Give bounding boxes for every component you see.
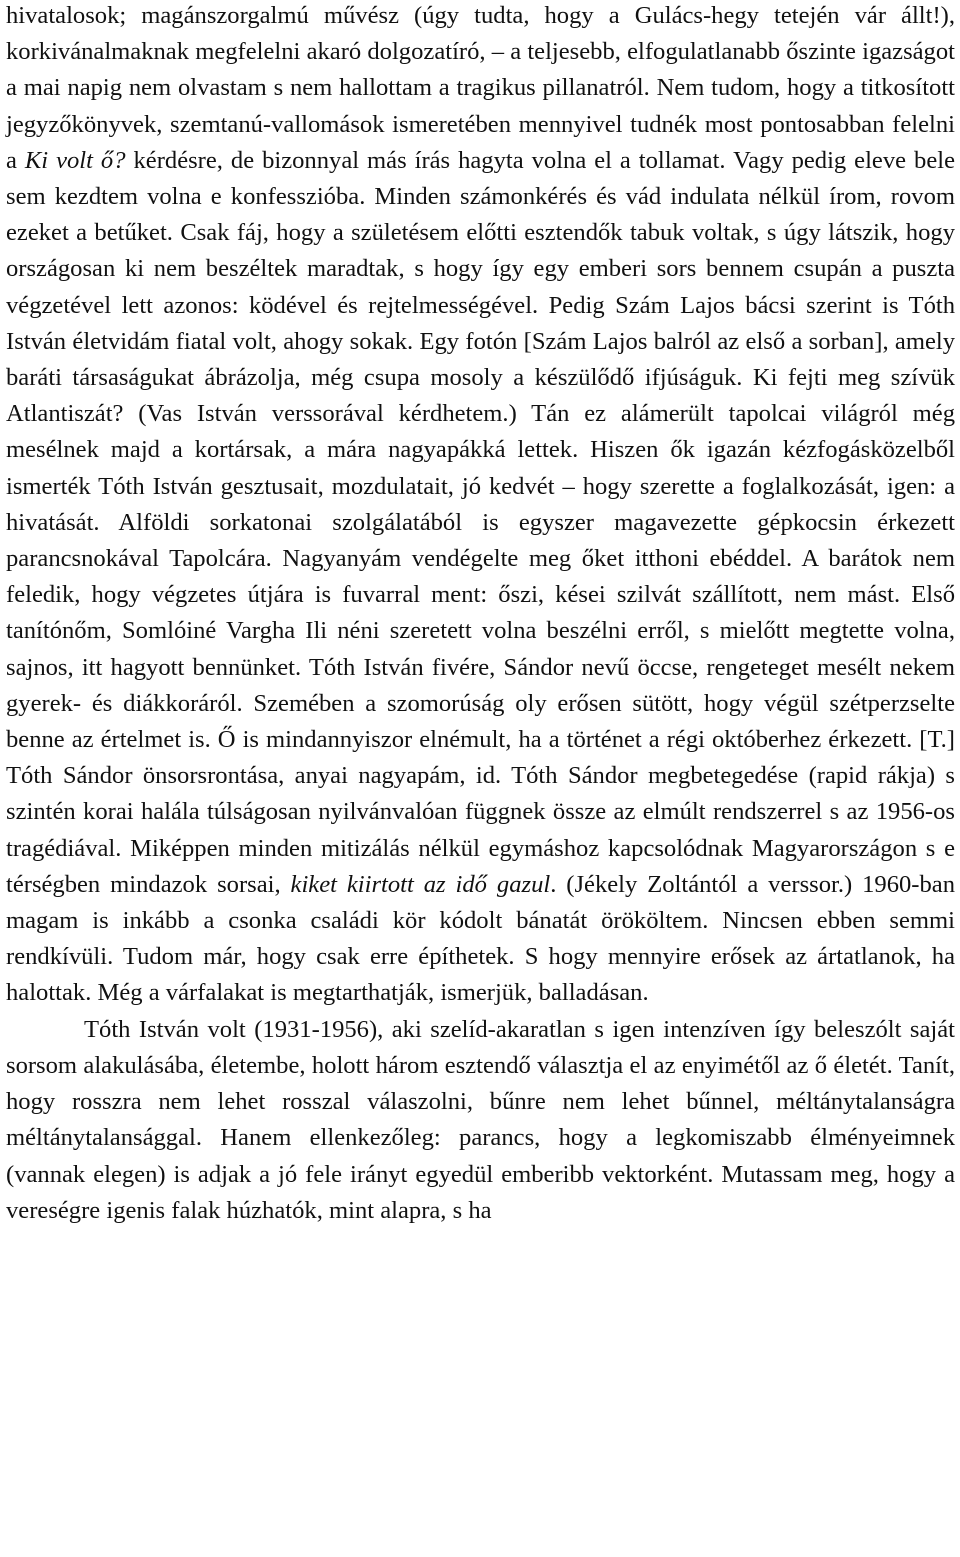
italic-phrase: Ki volt ő? bbox=[24, 146, 126, 174]
italic-quote: kiket kiirtott az idő gazul bbox=[290, 870, 551, 898]
text-segment: hivatalosok; magánszorgalmú művész (úgy tudta, hogy a Gulács-hegy tetején vár állt!), korkivánalmaknak megfelelni akaró dolgozatíró, – a teljesebb, elfogulatlanabb őszinte igazságot a mai napig nem olvastam s nem hallottam a tragikus pillanatról. Nem tudom, hogy a titkosított jegyzőkönyvek, szemtanú-vallomások ismeretében mennyivel tudnék most pontosabban felelni a bbox=[6, 2, 955, 174]
document-page bbox=[6, 0, 955, 1229]
paragraph-2 bbox=[6, 1012, 955, 1229]
text-segment: Tóth István volt (1931-1956), aki szelíd-akaratlan s igen intenzíven így beleszólt saját sorsom alakulásába, életembe, holott három esztendő választja el az enyimétől az ő életét. Tanít, hogy rosszra nem lehet rosszal válaszolni, bűnre nem lehet bűnnel, méltánytalanságra méltánytalansággal. Hanem ellenkezőleg: parancs, hogy a legkomiszabb élményeimnek (vannak elegen) is adjak a jó fele irányt egyedül emberibb vektorként. Mutassam meg, hogy a vereségre igenis falak húzhatók, mint alapra, s ha bbox=[6, 1015, 955, 1224]
paragraph-1 bbox=[6, 0, 955, 1012]
text-segment: . (Jékely Zoltántól a verssor.) 1960-ban magam is inkább a csonka családi kör kódolt bánatát örököltem. Nincsen ebben semmi rendkívüli. Tudom már, hogy csak erre építhetek. S hogy mennyire erősek az ártatlanok, ha halottak. Még a várfalakat is megtarthatják, ismerjük, balladásan. bbox=[6, 870, 955, 1007]
text-segment: kérdésre, de bizonnyal más írás hagyta volna el a tollamat. Vagy pedig eleve bele sem kezdtem volna e konfesszióba. Minden számonkérés és vád indulata nélkül írom, rovom ezeket a betűket. Csak fáj, hogy a születésem előtti esztendők tabuk voltak, s úgy látszik, hogy országosan ki nem beszéltek maradtak, s hogy így egy emberi sors bennem csupán a puszta végzetével lett azonos: ködével és rejtelmességével. Pedig Szám Lajos bácsi szerint is Tóth István életvidám fiatal volt, ahogy sokak. Egy fotón [Szám Lajos balról az első a sorban], amely baráti társaságukat ábrázolja, még csupa mosoly a készülődő ifjúságuk. Ki fejti meg szívük Atlantiszát? (Vas István verssorával kérdhetem.) Tán ez alámerült tapolcai világról még mesélnek majd a kortársak, a mára nagyapákká lettek. Hiszen ők igazán kézfogásközelből ismerték Tóth István gesztusait, mozdulatait, jó kedvét – hogy szerette a foglalkozását, igen: a hivatását. Alföldi sorkatonai szolgálatából is egyszer magavezette gépkocsin érkezett parancsnokával Tapolcára. Nagyanyám vendégelte meg őket itthoni ebéddel. A barátok nem feledik, hogy végzetes útjára is fuvarral ment: őszi, kései szilvát szállított, nem mást. Első tanítónőm, Somlóiné Vargha Ili néni szeretett volna beszélni erről, s mielőtt megtette volna, sajnos, itt hagyott bennünket. Tóth István fivére, Sándor nevű öccse, rengeteget mesélt nekem gyerek- és diákkoráról. Szemében a szomorúság oly erősen sütött, hogy végül szétperzselte benne az értelmet is. Ő is mindannyiszor elnémult, ha a történet a régi októberhez érkezett. [T.] Tóth Sándor önsorsrontása, anyai nagyapám, id. Tóth Sándor megbetegedése (rapid rákja) s szintén korai halála túlságosan nyilvánvalóan függnek össze az elmúlt rendszerrel s az 1956-os tragédiával. Miképpen minden mitizálás nélkül egymáshoz kapcsolódnak Magyarországon s e térségben mindazok sorsai, bbox=[6, 146, 955, 898]
